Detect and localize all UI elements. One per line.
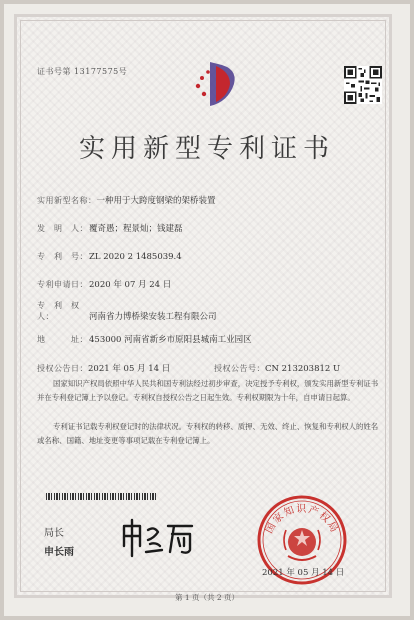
field-label: 专 利 权 人： [37, 301, 88, 321]
field-value: 覆奇愚；程景灿；钱建磊 [89, 224, 183, 234]
field-value: 453000 河南省新乡市原阳县城南工业园区 [89, 335, 252, 345]
cert-no-value: 13177575号 [74, 67, 128, 76]
certificate-number [37, 66, 127, 77]
seal-text: 国家知识产权局 [264, 504, 340, 536]
field-utility-model-name [37, 188, 216, 207]
field-patent-number [37, 244, 182, 263]
certificate-title: 实用新型专利证书 [78, 134, 335, 164]
page-footer: 第 1 页（共 2 页） [174, 593, 240, 602]
field-inventors [37, 216, 183, 235]
field-value: 河南省力博桥梁安装工程有限公司 [89, 312, 217, 322]
grant-date-value: 2021 年 05 月 14 日 [88, 364, 171, 374]
grant-statement-paragraph: 国家知识产权局依照中华人民共和国专利法经过初步审查，决定授予专利权，颁发实用新型专利证书并在专利登记簿上予以登记。专利权自授权公告之日起生效。专利权期限为十年，自申请日起算。 [37, 379, 379, 402]
grant-date-label: 授权公告日： [37, 364, 88, 373]
field-value: 一种用于大跨度钢梁的架桥装置 [96, 196, 216, 206]
field-label: 专利申请日： [37, 280, 88, 289]
field-label: 实用新型名称： [37, 196, 97, 205]
cnipa-logo-icon [188, 56, 244, 112]
signatory-name: 申长雨 [44, 547, 74, 558]
grant-date [37, 356, 170, 375]
field-application-date [37, 272, 171, 291]
field-address [37, 327, 252, 346]
grant-pub-value: CN 213203812 U [265, 364, 341, 374]
field-label: 发 明 人： [37, 224, 88, 233]
field-patentee [37, 300, 217, 323]
barcode-icon [46, 493, 156, 500]
qr-code-icon [344, 66, 382, 104]
grant-publication-number [214, 356, 340, 375]
grant-pub-label: 授权公告号： [214, 364, 265, 373]
field-value: ZL 2020 2 1485039.4 [89, 252, 182, 262]
field-value: 2020 年 07 月 24 日 [89, 280, 172, 290]
field-label: 地 址： [37, 335, 88, 344]
seal-date: 2021 年 05 月 14 日 [262, 568, 345, 578]
field-label: 专 利 号： [37, 252, 88, 261]
signatory-title: 局长 [44, 528, 64, 539]
cert-no-label: 证书号第 [37, 67, 71, 76]
legal-status-paragraph: 专利证书记载专利权登记时的法律状况。专利权的转移、质押、无效、终止、恢复和专利权人的姓名或名称、国籍、地址变更等事项记载在专利登记簿上。 [37, 422, 379, 445]
handwritten-signature-icon [118, 516, 208, 560]
